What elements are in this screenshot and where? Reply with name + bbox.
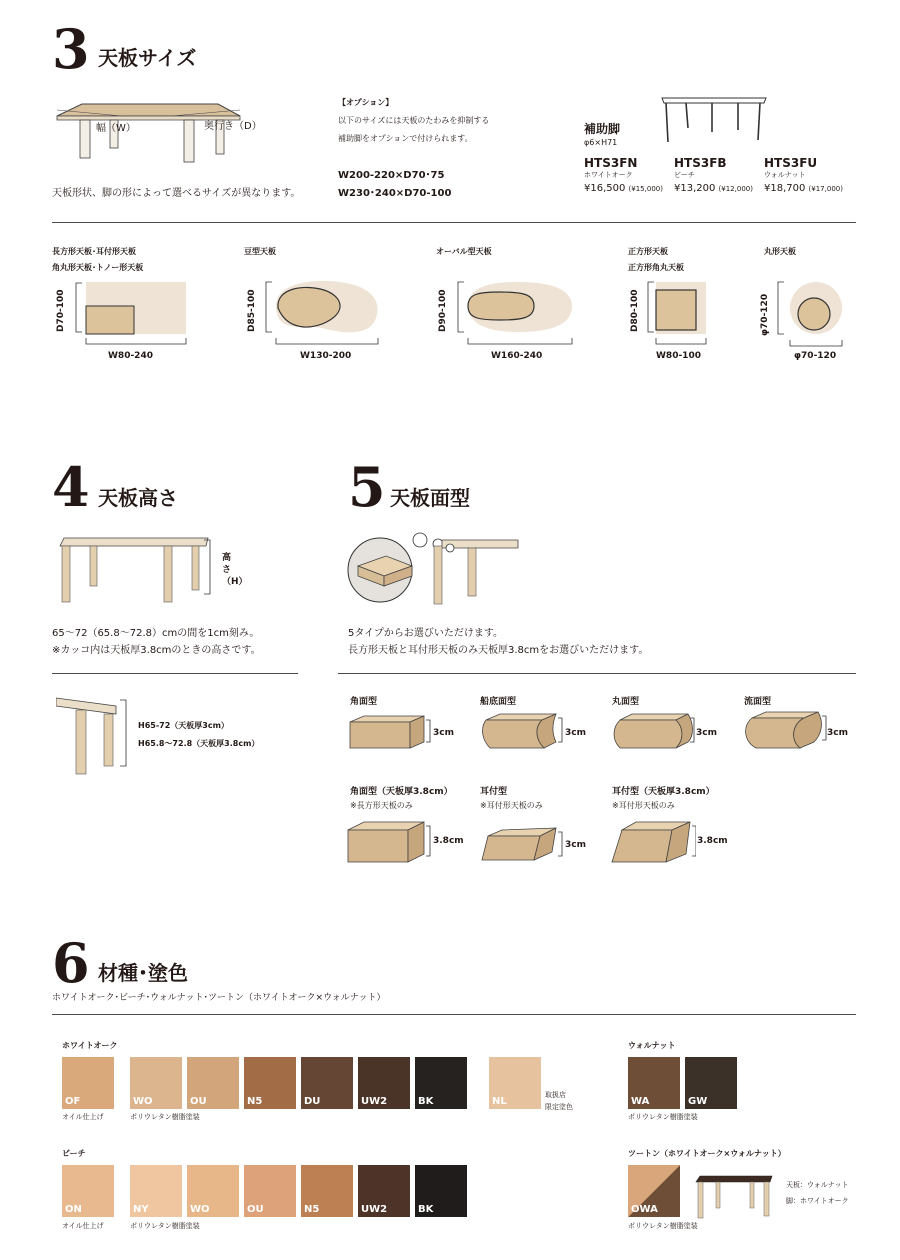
swatch-wa-0[interactable]: WA [628, 1057, 680, 1109]
swatch-bc-4[interactable]: N5 [301, 1165, 353, 1217]
bean-top-diagram [260, 278, 384, 352]
twotone-leg-note: 脚：ホワイトオーク [786, 1197, 849, 1205]
aux-item-code: HTS3FU [764, 156, 818, 170]
profile-note-1: 5タイプからお選びいただけます。 [348, 628, 504, 639]
live-edge-38-block [610, 818, 696, 866]
profile-name: 耳付型 [480, 787, 508, 797]
profile-name: 角面型（天板厚3.8cm） [350, 787, 453, 797]
round-edge-block [610, 710, 696, 752]
shape-title: 正方形天板 [628, 247, 668, 256]
profile-note: ※耳付形天板のみ [480, 801, 543, 810]
aux-item-name: ビーチ [674, 171, 695, 179]
poly-finish-label: ポリウレタン樹脂塗装 [628, 1222, 698, 1230]
square-top-diagram [644, 280, 708, 352]
shape-depth-label: D70-100 [56, 289, 66, 332]
swatch-bc-2[interactable]: WO [187, 1165, 239, 1217]
profile-thickness: 3.8cm [697, 836, 728, 846]
profile-thickness: 3cm [565, 840, 586, 850]
option-heading: 【オプション】 [338, 98, 394, 107]
swatch-bc-6[interactable]: BK [415, 1165, 467, 1217]
shape-width-label: W160-240 [491, 351, 543, 361]
shape-width-label: φ70-120 [794, 351, 837, 361]
round-top-diagram [774, 280, 850, 352]
shape-width-label: W80-240 [108, 351, 153, 361]
table-height-diagram [56, 534, 216, 606]
shape-title: 丸形天板 [764, 247, 796, 256]
profile-thickness: 3cm [696, 728, 717, 738]
profile-name: 船底面型 [480, 697, 517, 707]
edge-profile-diagram [346, 528, 536, 608]
aux-leg-title: 補助脚 [584, 122, 621, 136]
option-size-2: W230･240×D70-100 [338, 188, 452, 199]
profile-note: ※耳付形天板のみ [612, 801, 675, 810]
shape-width-label: W130-200 [300, 351, 352, 361]
height-spec-2: H65.8～72.8（天板厚3.8cm） [138, 739, 260, 748]
swatch-wa-1[interactable]: GW [685, 1057, 737, 1109]
live-edge-block [478, 824, 564, 866]
swatch-bc-3[interactable]: OU [244, 1165, 296, 1217]
divider [338, 673, 856, 674]
shape-title: 角丸形天板･トノー形天板 [52, 263, 144, 272]
section4-title: 天板高さ [98, 486, 178, 510]
section5-title: 天板面型 [390, 486, 470, 510]
height-note-1: 65～72（65.8～72.8）cmの間を1cm刻み。 [52, 628, 260, 639]
swatch-wo-6[interactable]: BK [415, 1057, 467, 1109]
shape-depth-label: D85-100 [247, 289, 257, 332]
profile-thickness: 3.8cm [433, 836, 464, 846]
shape-title: 長方形天板･耳付形天板 [52, 247, 136, 256]
height-label: 高さ（H） [222, 553, 248, 587]
walnut-label: ウォルナット [628, 1041, 676, 1050]
beech-label: ビーチ [62, 1149, 86, 1158]
shape-depth-label: φ70-120 [760, 293, 770, 336]
poly-finish-label: ポリウレタン樹脂塗装 [130, 1113, 200, 1121]
section5-number: 5 [348, 455, 386, 519]
aux-item [764, 156, 843, 194]
height-spec-1: H65-72（天板厚3cm） [138, 721, 229, 730]
flow-edge-block [742, 710, 828, 752]
profile-thickness: 3cm [565, 728, 586, 738]
swatch-wo-1[interactable]: WO [130, 1057, 182, 1109]
whiteoak-label: ホワイトオーク [62, 1041, 118, 1050]
swatch-bc-0[interactable]: ON [62, 1165, 114, 1217]
aux-item-price: ¥16,500 (¥15,000) [584, 183, 663, 194]
divider [52, 222, 856, 223]
section3-title: 天板サイズ [98, 46, 197, 70]
square-edge-38-block [346, 818, 432, 866]
rectangle-top-diagram [70, 280, 190, 352]
shape-width-label: W80-100 [656, 351, 701, 361]
limited-color-label: 取扱店 限定塗色 [545, 1091, 573, 1111]
shape-depth-label: D90-100 [438, 289, 448, 332]
swatch-wo-5[interactable]: UW2 [358, 1057, 410, 1109]
profile-name: 耳付型（天板厚3.8cm） [612, 787, 715, 797]
profile-note-2: 長方形天板と耳付形天板のみ天板厚3.8cmをお選びいただけます。 [348, 645, 649, 656]
square-edge-block [348, 712, 432, 752]
option-text-1: 以下のサイズには天板のたわみを抑制する [338, 116, 490, 125]
profile-name: 流面型 [744, 697, 772, 707]
oil-finish-label: オイル仕上げ [62, 1113, 104, 1121]
profile-note: ※長方形天板のみ [350, 801, 413, 810]
poly-finish-label: ポリウレタン樹脂塗装 [628, 1113, 698, 1121]
twotone-top-note: 天板：ウォルナット [786, 1181, 849, 1189]
swatch-wo-7[interactable]: NL [489, 1057, 541, 1109]
material-subtitle: ホワイトオーク･ビーチ･ウォルナット･ツートン（ホワイトオーク×ウォルナット） [52, 993, 386, 1003]
twotone-label: ツートン（ホワイトオーク×ウォルナット） [628, 1149, 786, 1158]
depth-label: 奥行き（D） [204, 121, 262, 132]
section6-title: 材種･塗色 [98, 961, 188, 985]
boat-edge-block [478, 710, 564, 752]
option-size-1: W200-220×D70･75 [338, 170, 445, 181]
swatch-wo-3[interactable]: N5 [244, 1057, 296, 1109]
aux-item-price: ¥13,200 (¥12,000) [674, 183, 753, 194]
profile-thickness: 3cm [827, 728, 848, 738]
section6-number: 6 [52, 931, 90, 995]
option-text-2: 補助脚をオプションで付けられます。 [338, 134, 473, 143]
profile-name: 丸面型 [612, 697, 640, 707]
divider [52, 1014, 856, 1015]
shape-title: 正方形角丸天板 [628, 263, 684, 272]
oil-finish-label: オイル仕上げ [62, 1222, 104, 1230]
swatch-wo-0[interactable]: OF [62, 1057, 114, 1109]
aux-item [584, 156, 663, 194]
aux-item-code: HTS3FN [584, 156, 638, 170]
section4-number: 4 [52, 455, 90, 519]
width-label: 幅（W） [96, 123, 136, 134]
table-height-detail-diagram [56, 694, 134, 784]
height-note-2: ※カッコ内は天板厚3.8cmのときの高さです。 [52, 645, 261, 656]
profile-thickness: 3cm [433, 728, 454, 738]
oval-top-diagram [452, 280, 576, 352]
aux-item-price: ¥18,700 (¥17,000) [764, 183, 843, 194]
swatch-wo-2[interactable]: OU [187, 1057, 239, 1109]
divider [52, 673, 298, 674]
aux-item-code: HTS3FB [674, 156, 727, 170]
shape-title: オーバル型天板 [436, 247, 492, 256]
shape-title: 豆型天板 [244, 247, 276, 256]
aux-leg-table-icon [658, 94, 770, 146]
shape-depth-label: D80-100 [630, 289, 640, 332]
profile-name: 角面型 [350, 697, 378, 707]
twotone-table-icon [692, 1170, 778, 1220]
swatch-twotone[interactable]: OWA [628, 1165, 680, 1217]
aux-leg-spec: φ6×H71 [584, 138, 618, 147]
aux-item-name: ウォルナット [764, 171, 806, 179]
swatch-bc-5[interactable]: UW2 [358, 1165, 410, 1217]
swatch-bc-1[interactable]: NY [130, 1165, 182, 1217]
section3-number: 3 [52, 17, 90, 81]
aux-item-name: ホワイトオーク [584, 171, 633, 179]
aux-item [674, 156, 753, 194]
swatch-wo-4[interactable]: DU [301, 1057, 353, 1109]
poly-finish-label: ポリウレタン樹脂塗装 [130, 1222, 200, 1230]
size-note: 天板形状、脚の形によって選べるサイズが異なります。 [52, 188, 301, 199]
